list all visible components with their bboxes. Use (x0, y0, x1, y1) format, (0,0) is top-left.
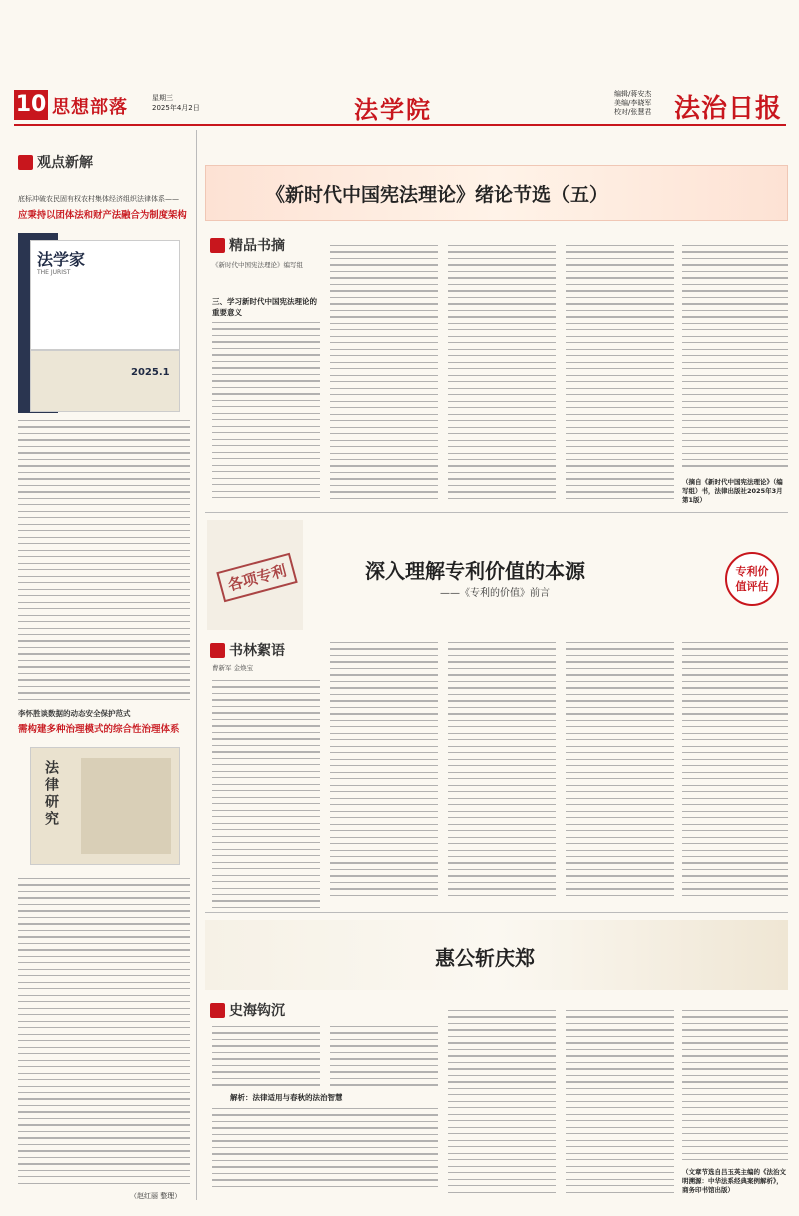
stamp-text: 各项专利 (216, 553, 297, 603)
banner-1-title: 《新时代中国宪法理论》绪论节选（五） (266, 184, 609, 206)
editor-line-1: 编辑/蒋安杰 (614, 90, 652, 98)
paper-name: 法治日报 (674, 94, 783, 124)
tag-label: 精品书摘 (229, 238, 285, 254)
tag-label: 史海钩沉 (229, 1003, 285, 1019)
banner-1 (205, 165, 788, 221)
header-rule (14, 124, 786, 126)
article1-body (18, 420, 190, 705)
article1-title: 应秉持以团体法和财产法融合为制度架构 (18, 210, 187, 221)
section-name: 思想部落 (52, 97, 128, 118)
excerpt-col-3 (448, 245, 556, 504)
column-title: 法学院 (354, 96, 432, 124)
journal1-cover-bottom (30, 350, 180, 412)
journal2-art (81, 758, 171, 854)
journal1-issue: 2025.1 (131, 367, 170, 378)
journal1-sub: THE JURIST (37, 269, 71, 276)
patent-col-2 (330, 642, 438, 901)
left-footer-note: （赵红丽 整理） (130, 1192, 182, 1200)
history-col-1b (330, 1026, 438, 1091)
journal2-name: 法律研究 (43, 760, 59, 828)
banner-2-title: 深入理解专利价值的本源 (365, 559, 585, 583)
tag-book (210, 640, 285, 660)
article2-kicker: 李怀胜谈数据的动态安全保护范式 (18, 709, 131, 718)
excerpt-col-5 (682, 245, 788, 472)
section-rule (205, 512, 788, 513)
journal1-name: 法学家 (37, 250, 86, 269)
tag-icon (210, 238, 225, 253)
page-header (14, 90, 786, 122)
article2-title: 需构建多种治理模式的综合性治理体系 (18, 724, 180, 735)
excerpt-col-4 (566, 245, 674, 504)
tag-label: 观点新解 (37, 155, 93, 171)
tag-icon (210, 643, 225, 658)
journal1-cover-main (30, 240, 180, 350)
history-source: （文章节选自吕玉英主编的《法治文明溯源：中华法系经典案例解析》，商务印书馆出版） (682, 1168, 786, 1194)
column-divider (196, 130, 197, 1200)
patent-col-3 (448, 642, 556, 901)
tag-icon (18, 155, 33, 170)
banner-3 (205, 920, 788, 990)
article1-kicker: 底标冲破农民固有权农村集体经济组织法律体系—— (18, 195, 179, 203)
excerpt-col-1 (212, 322, 320, 504)
tag-excerpt (210, 235, 285, 255)
source-note: （摘自《新时代中国宪法理论》（编写组）书，法律出版社2025年3月第1版） (682, 478, 783, 504)
date: 2025年4月2日 (152, 104, 200, 112)
book-authors: 曹新军 金焕宝 (212, 664, 254, 672)
tag-history (210, 1000, 285, 1020)
tag-label: 书林絮语 (229, 643, 285, 659)
banner-3-title: 惠公斩庆郑 (435, 946, 535, 970)
patent-col-4 (566, 642, 674, 901)
page-number: 10 (14, 90, 48, 120)
section-rule-2 (205, 912, 788, 913)
weekday: 星期三 (152, 94, 173, 102)
history-col-1c (212, 1108, 438, 1192)
sub-heading: 三、学习新时代中国宪法理论的重要意义 (212, 297, 317, 317)
journal2-cover (30, 747, 180, 865)
history-col-1a (212, 1026, 320, 1091)
history-col-3 (566, 1010, 674, 1198)
book-ref: 《新时代中国宪法理论》编写组 (212, 261, 303, 269)
patent-col-1 (212, 680, 320, 913)
editor-line-3: 校对/张慧君 (614, 108, 652, 116)
banner-2-subtitle: ——《专利的价值》前言 (440, 588, 550, 599)
history-col-2 (448, 1010, 556, 1198)
editor-line-2: 美编/李晓军 (614, 99, 652, 107)
stamp-image (207, 520, 303, 630)
history-heading: 解析：法律适用与春秋的法治智慧 (230, 1093, 343, 1102)
article2-body (18, 878, 190, 1189)
patent-badge-text: 专利价值评估 (735, 565, 769, 593)
history-col-4 (682, 1010, 788, 1166)
patent-col-5 (682, 642, 788, 901)
tag-icon (210, 1003, 225, 1018)
tag-viewpoint (18, 152, 93, 172)
patent-badge (725, 552, 779, 606)
excerpt-col-2 (330, 245, 438, 504)
